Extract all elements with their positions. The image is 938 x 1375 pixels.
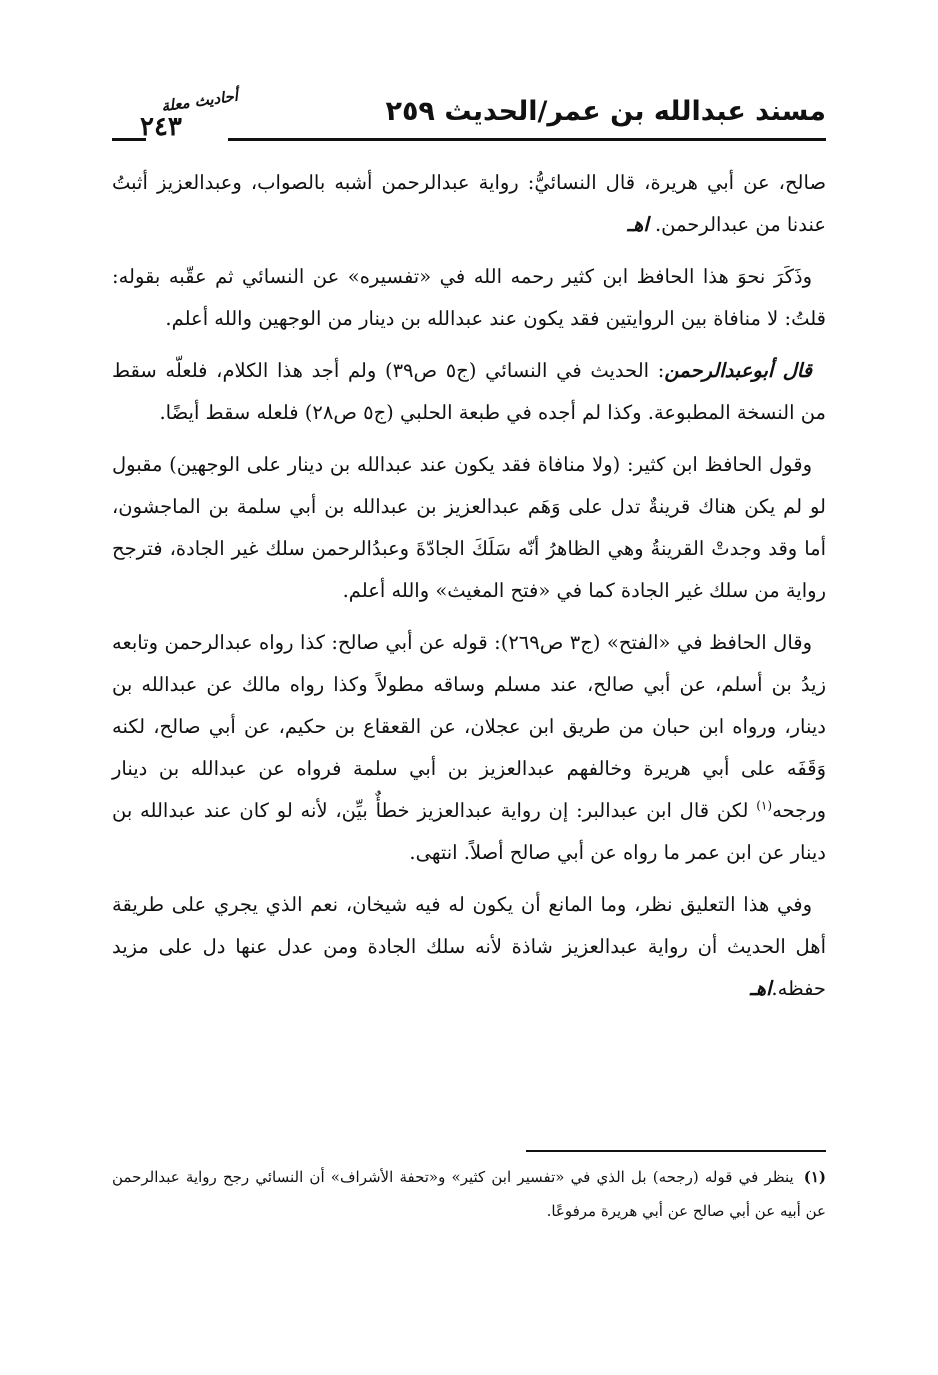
paragraph-5 [112,622,826,874]
footnotes [112,1160,826,1228]
end-mark: اهـ [750,977,772,1000]
running-title: مسند عبدالله بن عمر/الحديث ٢٥٩ [385,96,826,127]
paragraph-6 [112,884,826,1010]
end-mark: اهـ [627,213,649,236]
paragraph-5-text-a: وقال الحافظ في «الفتح» (ج٣ ص٢٦٩): قوله عن أبي صالح: كذا رواه عبدالرحمن وتابعه زيدُ بن أسلم، عن أبي صالح، عند مسلم وساقه مطولاً وكذا رواه مالك عن عبدالله بن دينار، ورواه ابن حبان من طريق ابن عجلان، عن القعقاع بن حكيم، عن أبي صالح، لكنه وَقَفَه على أبي هريرة وخالفهم عبدالعزيز بن أبي سلمة فرواه عن عبدالله بن دينار ورجحه [112,631,826,822]
paragraph-6-text: وفي هذا التعليق نظر، وما المانع أن يكون له فيه شيخان، نعم الذي يجري على طريقة أهل الحديث أن رواية عبدالعزيز شاذة لأنه سلك الجادة ومن عدل عنها دل على مزيد حفظه. [112,893,826,1000]
page-number-underline [112,138,146,141]
handwritten-page-note: أحاديث معلة [160,86,239,116]
paragraph-4 [112,444,826,612]
paragraph-2-text: وذَكَرَ نحوَ هذا الحافظ ابن كثير رحمه الله في «تفسيره» عن النسائي ثم عقّبه بقوله: قلتُ: لا منافاة بين الروايتين فقد يكون عند عبدالله بن دينار من الوجهين والله أعلم. [112,265,826,330]
author-label: قال أبوعبدالرحمن [664,359,813,382]
page-header [112,86,826,152]
footnote-text: ينظر في قوله (رجحه) بل الذي في «تفسير ابن كثير» و«تحفة الأشراف» أن النسائي رجح رواية عبدالرحمن عن أبيه عن أبي صالح عن أبي هريرة مرفوعًا. [112,1168,826,1220]
paragraph-2 [112,256,826,340]
paragraph-1-text: صالح، عن أبي هريرة، قال النسائيُّ: رواية عبدالرحمن أشبه بالصواب، وعبدالعزيز أثبتُ عندنا من عبدالرحمن. [112,171,826,236]
footnote-reference: (١) [756,798,773,813]
paragraph-5-text-b: لكن قال ابن عبدالبر: إن رواية عبدالعزيز خطأٌ بيِّن، لأنه لو كان عند عبدالله بن دينار عن ابن عمر ما رواه عن أبي صالح أصلاً. انتهى. [112,799,826,864]
footnote-marker: (١) [803,1168,826,1186]
paragraph-4-text: وقول الحافظ ابن كثير: (ولا منافاة فقد يكون عند عبدالله بن دينار على الوجهين) مقبول لو لم يكن هناك قرينةٌ تدل على وَهَم عبدالعزيز بن عبدالله بن أبي سلمة بن الماجشون، أما وقد وجدتْ القرينةُ وهي الظاهرُ أنّه سَلَكَ الجادّةَ وعبدُالرحمن سلك غير الجادة، فترجح رواية من سلك غير الجادة كما في «فتح المغيث» والله أعلم. [112,453,826,602]
header-rule [228,138,826,141]
footnote-rule [526,1150,826,1152]
page-body [112,162,826,1020]
page-number-box [112,86,242,152]
paragraph-1 [112,162,826,246]
page-number: ٢٤٣ [140,112,182,142]
paragraph-3-text: : الحديث في النسائي (ج٥ ص٣٩) ولم أجد هذا الكلام، فلعلّه سقط من النسخة المطبوعة. وكذا لم أجده في طبعة الحلبي (ج٥ ص٢٨) فلعله سقط أيضًا. [112,359,826,424]
paragraph-3 [112,350,826,434]
